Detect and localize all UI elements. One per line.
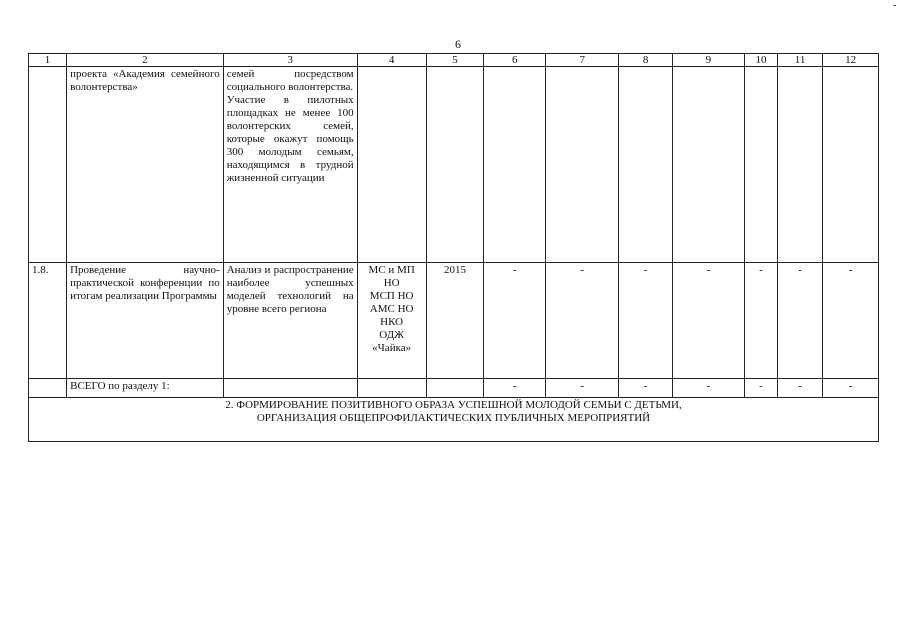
table-cell: [426, 67, 484, 263]
table-cell: [546, 67, 619, 263]
activity-name-cell: Проведение научно-практической конференции по итогам реализации Программы: [67, 263, 224, 379]
column-header: 1: [29, 54, 67, 67]
column-number-row: [29, 54, 879, 67]
value-cell: -: [777, 379, 822, 398]
value-cell: -: [823, 263, 879, 379]
section-title-line: ОРГАНИЗАЦИЯ ОБЩЕПРОФИЛАКТИЧЕСКИХ ПУБЛИЧНЫХ МЕРОПРИЯТИЙ: [256, 412, 651, 424]
executor: МСП НО: [369, 290, 414, 302]
column-header: 2: [67, 54, 224, 67]
column-header: 11: [777, 54, 822, 67]
table-cell: [29, 379, 67, 398]
table-cell: [223, 379, 357, 398]
expected-result-cell: Анализ и распространение наиболее успешных моделей технологий на уровне всего региона: [223, 263, 357, 379]
column-header: 7: [546, 54, 619, 67]
column-header: 3: [223, 54, 357, 67]
item-number-cell: 1.8.: [29, 263, 67, 379]
table-cell: [672, 67, 744, 263]
table-row-1-8: [29, 263, 879, 379]
value-cell: -: [672, 379, 744, 398]
column-header: 5: [426, 54, 484, 67]
column-header: 8: [619, 54, 673, 67]
table-cell: [744, 67, 777, 263]
value-cell: -: [619, 263, 673, 379]
table-row-total: [29, 379, 879, 398]
column-header: 9: [672, 54, 744, 67]
total-label-cell: ВСЕГО по разделу 1:: [67, 379, 224, 398]
executors-cell: [357, 263, 426, 379]
corner-mark: -: [893, 0, 897, 11]
value-cell: -: [744, 263, 777, 379]
page-number: 6: [455, 37, 461, 51]
section-title-line: 2. ФОРМИРОВАНИЕ ПОЗИТИВНОГО ОБРАЗА УСПЕШНОЙ МОЛОДОЙ СЕМЬИ С ДЕТЬМИ,: [225, 399, 682, 411]
table-cell: [357, 379, 426, 398]
table-cell: [426, 379, 484, 398]
executor: НКО: [380, 316, 404, 328]
activity-name-cell: проекта «Академия семейного волонтерства»: [67, 67, 224, 263]
result-text: семей посредством социального волонтерства.: [226, 68, 354, 93]
table-row-continued: [29, 67, 879, 263]
table-cell: [357, 67, 426, 263]
result-text: Участие в пилотных площадках не менее 100 волонтерских семей, которые окажут помощь 300 молодым семьям, находящимся в трудной жизненной ситуации: [226, 94, 354, 184]
program-table: [28, 53, 879, 442]
column-header: 12: [823, 54, 879, 67]
column-header: 6: [484, 54, 546, 67]
value-cell: -: [777, 263, 822, 379]
executor: АМС НО: [369, 303, 414, 315]
year-cell: 2015: [426, 263, 484, 379]
value-cell: -: [546, 379, 619, 398]
value-cell: -: [619, 379, 673, 398]
table-cell: [29, 67, 67, 263]
table-cell: [484, 67, 546, 263]
section-heading: [29, 398, 879, 442]
table-cell: [777, 67, 822, 263]
table-cell: [823, 67, 879, 263]
value-cell: -: [484, 263, 546, 379]
value-cell: -: [744, 379, 777, 398]
expected-result-cell: [223, 67, 357, 263]
executor: ОДЖ «Чайка»: [372, 329, 412, 354]
value-cell: -: [823, 379, 879, 398]
section-heading-row: [29, 398, 879, 442]
column-header: 10: [744, 54, 777, 67]
executor: МС и МП НО: [368, 264, 415, 289]
value-cell: -: [484, 379, 546, 398]
value-cell: -: [672, 263, 744, 379]
value-cell: -: [546, 263, 619, 379]
table-cell: [619, 67, 673, 263]
column-header: 4: [357, 54, 426, 67]
